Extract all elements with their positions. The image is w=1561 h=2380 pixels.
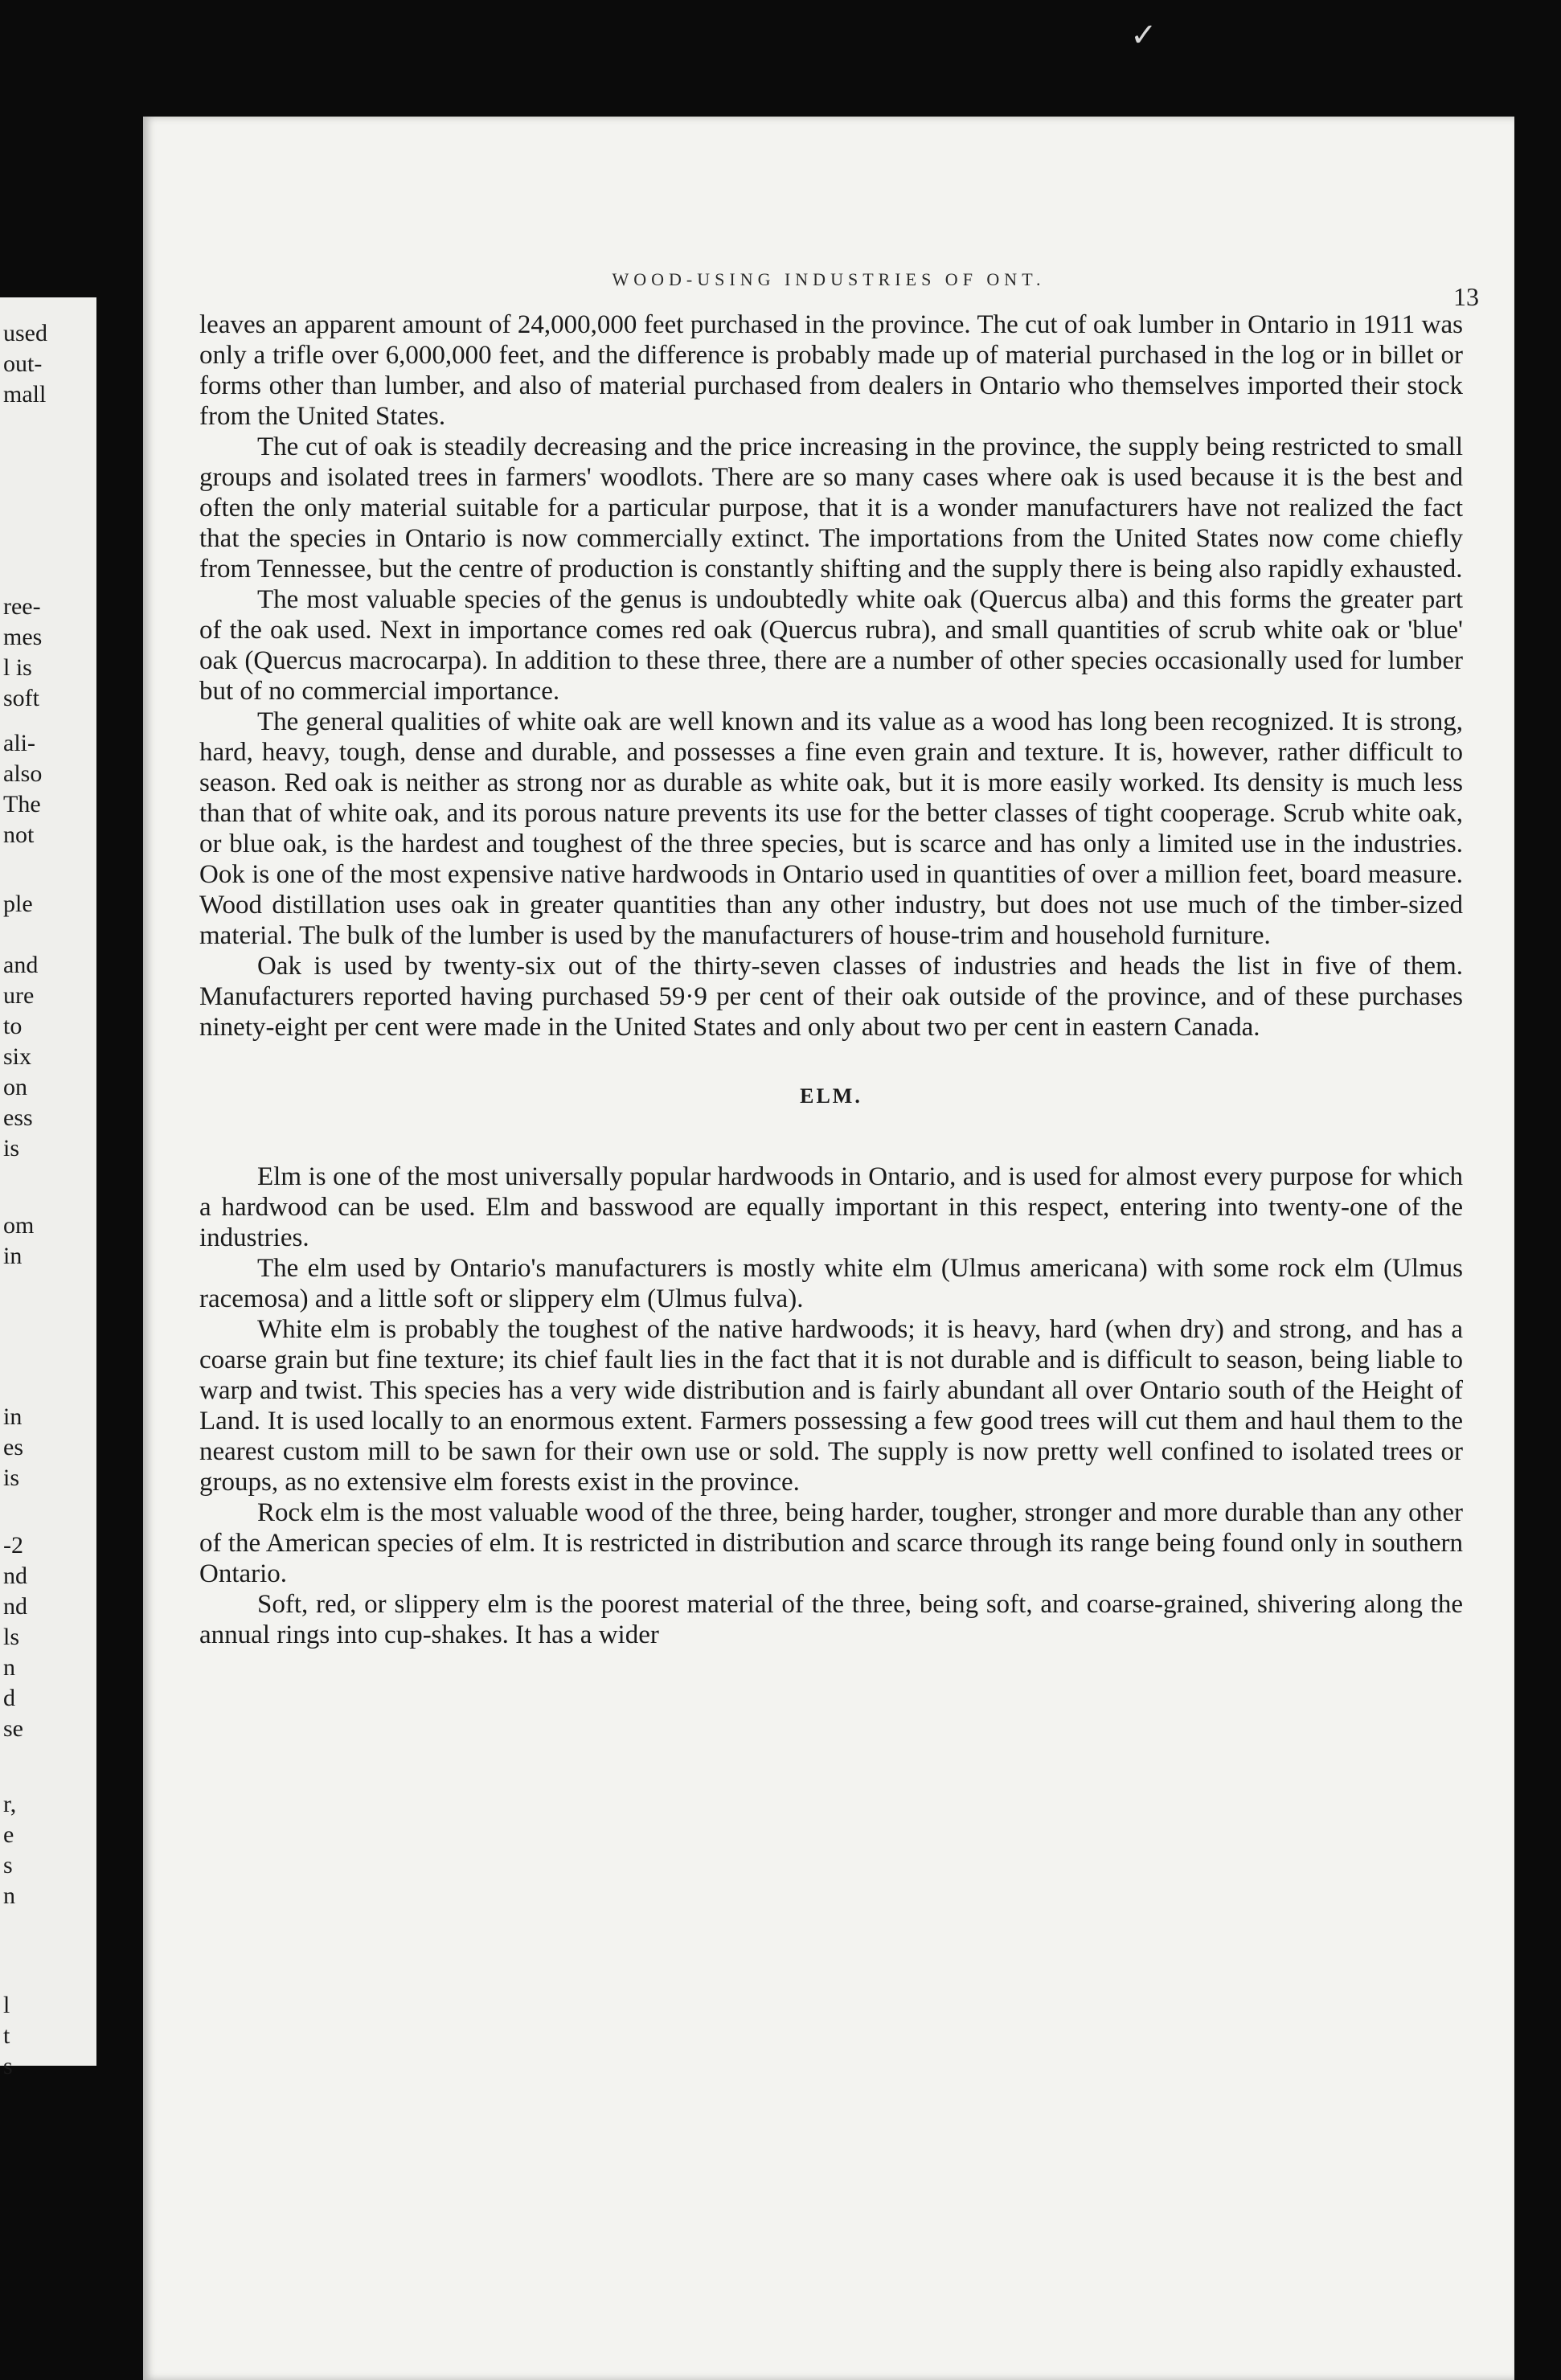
paragraph: Rock elm is the most valuable wood of the three, being harder, tougher, stronger and more durable than any other of the American species of elm. It is restricted in distribution and scarce through its range being found only in southern Ontario. [199, 1498, 1463, 1588]
section-heading: ELM. [800, 1084, 862, 1108]
adjacent-page-fragment: se [3, 1715, 23, 1742]
paragraph: The cut of oak is steadily decreasing and the price increasing in the province, the supply being restricted to small groups and isolated trees in farmers' woodlots. There are so many cases where oak is used because it is the best and often the only material suitable for a particular purpose, that it is a wonder manufacturers have not realized the fact that the species in Ontario is now commercially extinct. The importations from the United States now come chiefly from Tennessee, but the centre of production is constantly shifting and the supply there is being also rapidly exhausted. [199, 432, 1463, 584]
running-head: WOOD-USING INDUSTRIES OF ONT. [612, 269, 1046, 289]
paragraph: The elm used by Ontario's manufacturers is mostly white elm (Ulmus americana) with some rock elm (Ulmus racemosa) and a little soft or slippery elm (Ulmus fulva). [199, 1254, 1463, 1313]
adjacent-page-fragment: l [3, 1992, 10, 2018]
adjacent-page-fragment: n [3, 1654, 15, 1681]
adjacent-page-fragment: r, [3, 1791, 17, 1817]
adjacent-page-fragment: ple [3, 891, 33, 917]
document-page [143, 117, 1514, 2380]
adjacent-page-fragment: om [3, 1212, 35, 1239]
adjacent-page-fragment: -2 [3, 1532, 23, 1559]
adjacent-page-fragment: soft [3, 685, 39, 711]
adjacent-page-fragment: n [3, 1882, 15, 1909]
adjacent-page-fragment: on [3, 1074, 27, 1100]
paragraph: Oak is used by twenty-six out of the thirty-seven classes of industries and heads the list in five of them. Manufacturers reported having purchased 59·9 per cent of their oak outside of the province, and of these purchases ninety-eight per cent were made in the United States and only about two per cent in eastern Canada. [199, 952, 1463, 1042]
adjacent-page-fragment: in [3, 1403, 23, 1430]
paragraph: leaves an apparent amount of 24,000,000 feet purchased in the province. The cut of oak lumber in Ontario in 1911 was only a trifle over 6,000,000 feet, and the difference is probably made up of material purchased in the log or in billet or forms other than lumber, and also of material purchased from dealers in Ontario who themselves imported their stock from the United States. [199, 310, 1463, 431]
adjacent-page-fragment: nd [3, 1593, 27, 1620]
adjacent-page-fragment: used [3, 320, 47, 346]
adjacent-page-fragment: s [3, 2053, 13, 2079]
adjacent-page-fragment: e [3, 1821, 14, 1848]
adjacent-page-fragment: es [3, 1434, 23, 1460]
adjacent-page-fragment: d [3, 1685, 15, 1711]
adjacent-page-fragment: is [3, 1464, 20, 1491]
paragraph: Elm is one of the most universally popular hardwoods in Ontario, and is used for almost every purpose for which a hardwood can be used. Elm and basswood are equally important in this respect, entering into twenty-one of the industries. [199, 1162, 1463, 1252]
adjacent-page-fragment: l is [3, 654, 32, 681]
adjacent-page-fragment: six [3, 1043, 32, 1070]
adjacent-page-fragment: ree- [3, 593, 41, 620]
paragraph: The general qualities of white oak are well known and its value as a wood has long been recognized. It is strong, hard, heavy, tough, dense and durable, and possesses a fine even grain and texture. It is, however, rather difficult to season. Red oak is neither as strong nor as durable as white oak, but it is more easily worked. Its density is much less than that of white oak, and its porous nature prevents its use for the better classes of tight cooperage. Scrub white oak, or blue oak, is the hardest and toughest of the three species, but is scarce and has only a limited use in the industries. Ook is one of the most expensive native hardwoods in Ontario used in quantities of over a million feet, board measure. Wood distillation uses oak in greater quantities than any other industry, but does not use much of the timber-sized material. The bulk of the lumber is used by the manufacturers of house-trim and household furniture. [199, 707, 1463, 950]
adjacent-page-fragment: not [3, 821, 35, 848]
paragraph: White elm is probably the toughest of the native hardwoods; it is heavy, hard (when dry) and strong, and has a coarse grain but fine texture; its chief fault lies in the fact that it is not durable and is difficult to season, being liable to warp and twist. This species has a very wide distribution and is fairly abundant all over Ontario south of the Height of Land. It is used locally to an enormous extent. Farmers possessing a few good trees will cut them and haul them to the nearest custom mill to be sawn for their own use or sold. The supply is now pretty well confined to isolated trees or groups, as no extensive elm forests exist in the province. [199, 1315, 1463, 1497]
page-gutter [96, 113, 143, 2380]
adjacent-page-fragment: ess [3, 1104, 33, 1131]
scan-mark: ✓ [1130, 17, 1157, 53]
adjacent-page-fragment: also [3, 760, 43, 787]
body-text [199, 309, 1463, 1650]
adjacent-page-fragment: in [3, 1243, 23, 1269]
adjacent-page-fragment: ali- [3, 730, 35, 756]
adjacent-page-fragment: nd [3, 1563, 27, 1589]
adjacent-page-fragment: to [3, 1013, 23, 1039]
adjacent-page-fragment: s [3, 1852, 13, 1878]
adjacent-page-fragment: is [3, 1135, 20, 1161]
adjacent-page-fragment: ls [3, 1624, 20, 1650]
paragraph: Soft, red, or slippery elm is the poorest material of the three, being soft, and coarse-grained, shivering along the annual rings into cup-shakes. It has a wider [199, 1590, 1463, 1649]
page-number: 13 [1453, 282, 1479, 311]
adjacent-page-fragment: and [3, 952, 39, 978]
adjacent-page-fragment: mes [3, 624, 43, 650]
adjacent-page-fragment: ure [3, 982, 35, 1009]
adjacent-page-fragment: t [3, 2022, 10, 2049]
adjacent-page-fragment: out- [3, 350, 43, 377]
adjacent-page-edge [0, 297, 96, 2079]
paragraph: The most valuable species of the genus is undoubtedly white oak (Quercus alba) and this forms the greater part of the oak used. Next in importance comes red oak (Quercus rubra), and small quantities of scrub white oak or 'blue' oak (Quercus macrocarpa). In addition to these three, there are a number of other species occasionally used for lumber but of no commercial importance. [199, 585, 1463, 706]
adjacent-page-fragment: The [3, 791, 41, 817]
adjacent-page-fragment: mall [3, 381, 47, 408]
